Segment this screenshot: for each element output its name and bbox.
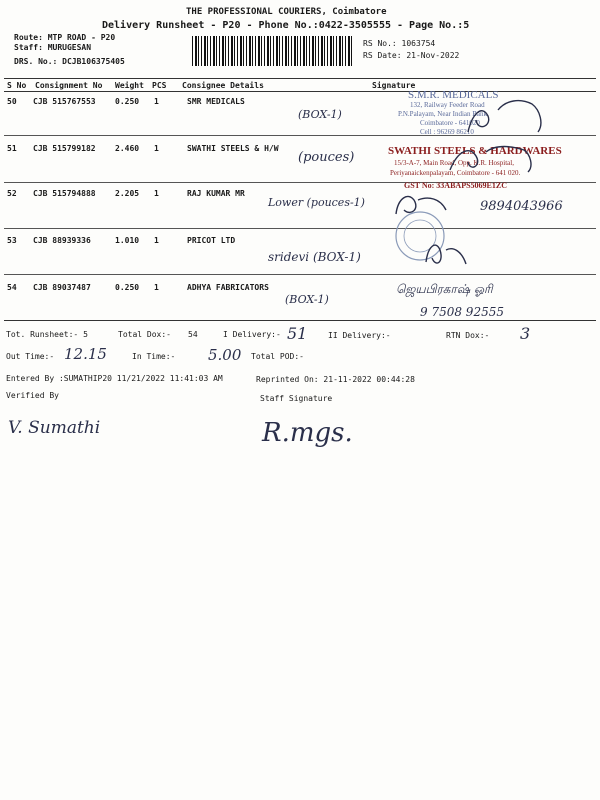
rs-number: RS No.: 1063754 <box>363 39 436 48</box>
row-52-pcs: 1 <box>154 189 159 198</box>
company-name: THE PROFESSIONAL COURIERS, Coimbatore <box>186 7 387 17</box>
row-53-weight: 1.010 <box>115 236 140 245</box>
col-header-sno: S No <box>7 81 27 90</box>
rtn-dox-value: 3 <box>520 324 531 343</box>
row-50-consignment: CJB 515767553 <box>33 97 96 106</box>
row-50-consignee: SMR MEDICALS <box>187 97 245 106</box>
rtn-dox-label: RTN Dox:- <box>446 331 490 340</box>
drs-number: DRS. No.: DCJB106375405 <box>14 57 125 66</box>
row-53-consignment: CJB 88939336 <box>33 236 91 245</box>
verified-by-label: Verified By <box>6 391 59 400</box>
reprinted-on: Reprinted On: 21-11-2022 00:44:28 <box>256 375 415 384</box>
smr-stamp-cell: Cell : 96269 86210 <box>420 128 474 136</box>
i-delivery-value: 51 <box>287 324 308 343</box>
row-53-sno: 53 <box>7 236 17 245</box>
smr-stamp-addr3: Coimbatore - 641020 <box>420 119 480 127</box>
row-52-signature <box>396 196 446 214</box>
swathi-stamp-addr2: Periyanaickenpalayam, Coimbatore - 641 020. <box>390 169 521 177</box>
row-52-consignee: RAJ KUMAR MR <box>187 189 245 198</box>
col-header-weight: Weight <box>115 81 144 90</box>
smr-stamp-addr1: 132, Railway Feeder Road <box>410 101 485 109</box>
row-50-pcs: 1 <box>154 97 159 106</box>
row-50-weight: 0.250 <box>115 97 140 106</box>
route-line: Route: MTP ROAD - P20 <box>14 33 116 42</box>
row-50-sno: 50 <box>7 97 17 106</box>
row-51-sno: 51 <box>7 144 17 153</box>
row-53-pcs: 1 <box>154 236 159 245</box>
col-header-pcs: PCS <box>152 81 167 90</box>
row-51-signature <box>450 147 531 173</box>
row-52-note: Lower (pouces-1) <box>268 196 365 209</box>
row-50-note: (BOX-1) <box>298 108 342 121</box>
row-51-pcs: 1 <box>154 144 159 153</box>
row-52-weight: 2.205 <box>115 189 140 198</box>
in-time-value: 5.00 <box>208 346 242 364</box>
out-time-value: 12.15 <box>64 345 107 363</box>
row-50-signature <box>468 101 541 132</box>
col-header-signature: Signature <box>372 81 416 90</box>
row-54-consignee: ADHYA FABRICATORS <box>187 283 269 292</box>
row-54-pcs: 1 <box>154 283 159 292</box>
row-54-tamil-note: ஜெயபிரகாஷ் ஓரி <box>396 282 493 296</box>
total-pod-label: Total POD:- <box>251 352 304 361</box>
in-time-label: In Time:- <box>132 352 176 361</box>
i-delivery-label: I Delivery:- <box>223 330 281 339</box>
runsheet-title: Delivery Runsheet - P20 - Phone No.:0422-3505555 - Page No.:5 <box>102 20 470 31</box>
row-53-note: sridevi (BOX-1) <box>268 250 361 264</box>
swathi-stamp-addr1: 15/3-A-7, Main Road, Opp. K.R. Hospital, <box>394 159 514 167</box>
total-dox-label: Total Dox:- <box>118 330 171 339</box>
total-runsheet: Tot. Runsheet:- 5 <box>6 330 88 339</box>
ii-delivery-label: II Delivery:- <box>328 331 391 340</box>
swathi-stamp-name: SWATHI STEELS & HARDWARES <box>388 145 562 157</box>
staff-signature: R.mgs. <box>262 418 353 448</box>
total-dox-value: 54 <box>188 330 198 339</box>
row-53-consignee: PRICOT LTD <box>187 236 236 245</box>
entered-by: Entered By :SUMATHIP20 11/21/2022 11:41:03 AM <box>6 374 223 383</box>
row-54-weight: 0.250 <box>115 283 140 292</box>
rs-date: RS Date: 21-Nov-2022 <box>363 51 460 60</box>
col-header-consignment: Consignment No <box>35 81 103 90</box>
row-51-weight: 2.460 <box>115 144 140 153</box>
staff-line: Staff: MURUGESAN <box>14 43 92 52</box>
smr-stamp-name: S.M.R. MEDICALS <box>408 89 499 101</box>
row-52-consignment: CJB 515794888 <box>33 189 96 198</box>
row-52-phone: 9894043966 <box>480 199 563 214</box>
round-seal <box>396 212 444 260</box>
row-51-consignee: SWATHI STEELS & H/W <box>187 144 279 153</box>
verified-signature: V. Sumathi <box>8 418 101 438</box>
row-51-consignment: CJB 515799182 <box>33 144 96 153</box>
row-54-sno: 54 <box>7 283 17 292</box>
row-51-note: (pouces) <box>298 150 355 165</box>
row-53-signature <box>426 245 466 264</box>
smr-stamp-addr2: P.N.Palayam, Near Indian Bank <box>398 110 488 118</box>
col-header-consignee: Consignee Details <box>182 81 264 90</box>
signature-scribbles <box>0 0 600 330</box>
swathi-stamp-gst: GST No: 33ABAPS5069E1ZC <box>404 181 507 190</box>
row-52-sno: 52 <box>7 189 17 198</box>
staff-signature-label: Staff Signature <box>260 394 333 403</box>
row-54-note: (BOX-1) <box>285 293 329 306</box>
row-54-consignment: CJB 89037487 <box>33 283 91 292</box>
row-54-phone: 9 7508 92555 <box>420 305 504 319</box>
out-time-label: Out Time:- <box>6 352 55 361</box>
